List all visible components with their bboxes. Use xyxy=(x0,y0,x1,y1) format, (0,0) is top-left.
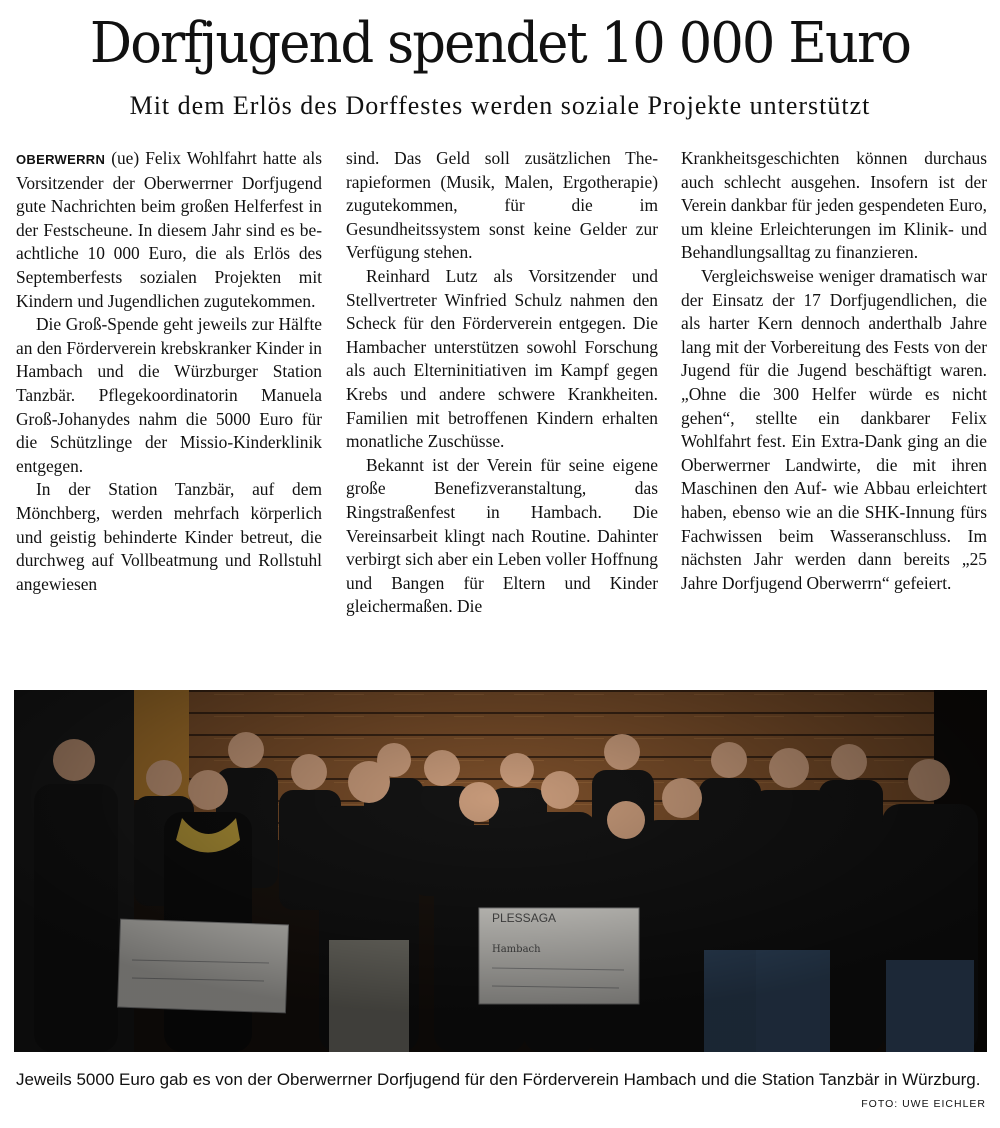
paragraph: Reinhard Lutz als Vorsitzender und Stellvertreter Winfried Schulz nahmen den Scheck für den Förderverein entgegen. Die Hambacher unterstützen sowohl Forschung als auch Elterninitiativen im Kampf gegen Krebs und andere schwere Krankheiten. Familien mit betroffenen Kindern erhalten monatliche Zuschüsse. xyxy=(346,265,658,452)
paragraph: In der Station Tanzbär, auf dem Mönchberg, werden mehrfach körperlich und geistig behinderte Kinder betreut, die durchweg auf Vollbeatmung und Rollstuhl angewiesen xyxy=(16,479,322,594)
article-column-2 xyxy=(346,147,658,619)
group-photo-illustration xyxy=(14,690,987,1052)
subheadline: Mit dem Erlös des Dorffestes werden soziale Projekte unterstützt xyxy=(129,91,871,120)
group-photo xyxy=(14,690,987,1052)
paragraph: Die Groß-Spende geht jeweils zur Hälfte an den Förderverein krebskranker Kinder in Hambach und die Würzburger Station Tanzbär. Pflegekoordinatorin Manuela Groß-Johanydes nahm die 5000 Euro für die Schützlinge der Missio-Kinderklinik entgegen. xyxy=(16,314,322,476)
dateline: OBERWERRN xyxy=(16,152,106,167)
vignette xyxy=(14,690,987,1052)
paragraph: Vergleichsweise weniger dramatisch war der Einsatz der 17 Dorfjugendlichen, die als harter Kern dennoch anderthalb Jahre lang mit der Vorbereitung des Fests von der Jugend für die Jugend beschäftigt waren. „Ohne die 300 Helfer würde es nicht gehen“, stellte ein dankbarer Felix Wohlfahrt fest. Ein Extra-Dank ging an die Oberwerrner Landwirte, die mit ihren Maschinen den Auf- wie Abbau erleichtert haben, ebenso wie an die SHK-Innung fürs Fachwissen beim Wasseranschluss. Im nächsten Jahr werden dann bereits „25 Jahre Dorfjugend Oberwerrn“ gefeiert. xyxy=(681,265,987,593)
headline: Dorfjugend spendet 10 000 Euro xyxy=(89,11,911,76)
paragraph: Krankheitsgeschichten können durchaus auch schlecht ausgehen. Insofern ist der Verein dankbar für jeden gespendeten Euro, um kleine Erleichterungen im Klinik- und Behandlungsalltag zu finanzieren. xyxy=(681,148,987,263)
paragraph xyxy=(16,147,322,313)
paragraph: Bekannt ist der Verein für seine eigene große Benefizveranstaltung, das Ringstraßenfest in Hambach. Die Vereinsarbeit klingt nach Routine. Dahinter verbirgt sich aber ein Leben voller Hoffnung und Bangen für Eltern und Kinder gleichermaßen. Die xyxy=(346,454,658,617)
paragraph-text: (ue) Felix Wohlfahrt hatte als Vorsitzender der Oberwerrner Dorfjugend gute Nachrichten beim großen Helferfest in der Festscheune. In diesem Jahr sind es beachtliche 10 000 Euro, die als Erlös des Septemberfests sozialen Projekten mit Kindern und Jugendlichen zugutekommen. xyxy=(16,148,322,311)
photo-caption: Jeweils 5000 Euro gab es von der Oberwerrner Dorfjugend für den Förderverein Hambach und die Station Tanzbär in Würzburg. xyxy=(16,1070,981,1089)
paragraph: sind. Das Geld soll zusätzlichen Therapieformen (Musik, Malen, Ergotherapie) zugutekommen, für die im Gesundheitssystem sonst keine Gelder zur Verfügung stehen. xyxy=(346,148,658,263)
photo-credit: FOTO: UWE EICHLER xyxy=(861,1098,986,1110)
article-column-1 xyxy=(16,147,322,596)
article-column-3 xyxy=(681,147,987,595)
